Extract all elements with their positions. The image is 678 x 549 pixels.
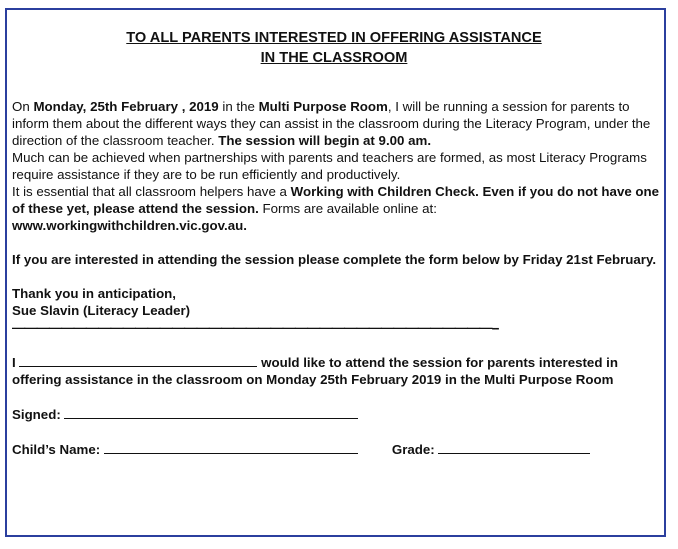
child-name-blank[interactable] bbox=[104, 440, 358, 454]
signoff-line: Sue Slavin (Literacy Leader) bbox=[12, 303, 191, 318]
intro-paragraph bbox=[12, 98, 664, 149]
i-label: I bbox=[12, 355, 16, 370]
signature-blank[interactable] bbox=[64, 405, 358, 419]
wwcc-label: Working with Children Check. bbox=[290, 184, 479, 199]
session-date: Monday, 25th February , 2019 bbox=[33, 99, 219, 114]
grade-label: Grade: bbox=[391, 442, 435, 457]
wwcc-url: www.workingwithchildren.vic.gov.au. bbox=[12, 218, 247, 233]
notice-title bbox=[12, 28, 656, 68]
attend-anyway-text: Even if you do not have one of these yet, please attend the session. bbox=[12, 184, 660, 216]
intro-text-1: On bbox=[12, 99, 34, 114]
session-start-time: The session will begin at 9.00 am. bbox=[218, 133, 432, 148]
intro-text-3: , I will be running a session for parents to inform them about the different ways they can assist in the classroom during the Literacy Program, under the direction of the classroom teacher. bbox=[12, 99, 651, 148]
child-grade-row bbox=[12, 440, 664, 458]
intro-text-2: in the bbox=[218, 99, 259, 114]
child-name-label: Child’s Name: bbox=[12, 442, 101, 457]
deadline-paragraph: If you are interested in attending the session please complete the form below by Friday 21st February. bbox=[12, 252, 657, 267]
name-blank[interactable] bbox=[19, 353, 257, 367]
forms-text: Forms are available online at: bbox=[258, 201, 437, 216]
attendance-form-line bbox=[12, 353, 664, 388]
cut-line: ———————————————————————————————————————-- bbox=[12, 320, 499, 335]
signed-row bbox=[12, 405, 664, 423]
grade-blank[interactable] bbox=[438, 440, 590, 454]
thanks-line: Thank you in anticipation, bbox=[12, 286, 177, 301]
partnership-paragraph: Much can be achieved when partnerships with parents and teachers are formed, as most Literacy Programs require assistance if they are to be run efficiently and productively. bbox=[12, 150, 647, 182]
check-paragraph bbox=[12, 183, 664, 234]
title-line-2: IN THE CLASSROOM bbox=[260, 50, 408, 66]
signed-label: Signed: bbox=[12, 407, 61, 422]
check-text-1: It is essential that all classroom helpers have a bbox=[12, 184, 291, 199]
title-line-1: TO ALL PARENTS INTERESTED IN OFFERING ASSISTANCE bbox=[126, 30, 542, 46]
attend-text: would like to attend the session for parents interested in offering assistance in the classroom on Monday 25th February 2019 in the Multi Purpose Room bbox=[12, 355, 618, 387]
notice-body bbox=[12, 28, 664, 458]
session-room: Multi Purpose Room bbox=[258, 99, 388, 114]
